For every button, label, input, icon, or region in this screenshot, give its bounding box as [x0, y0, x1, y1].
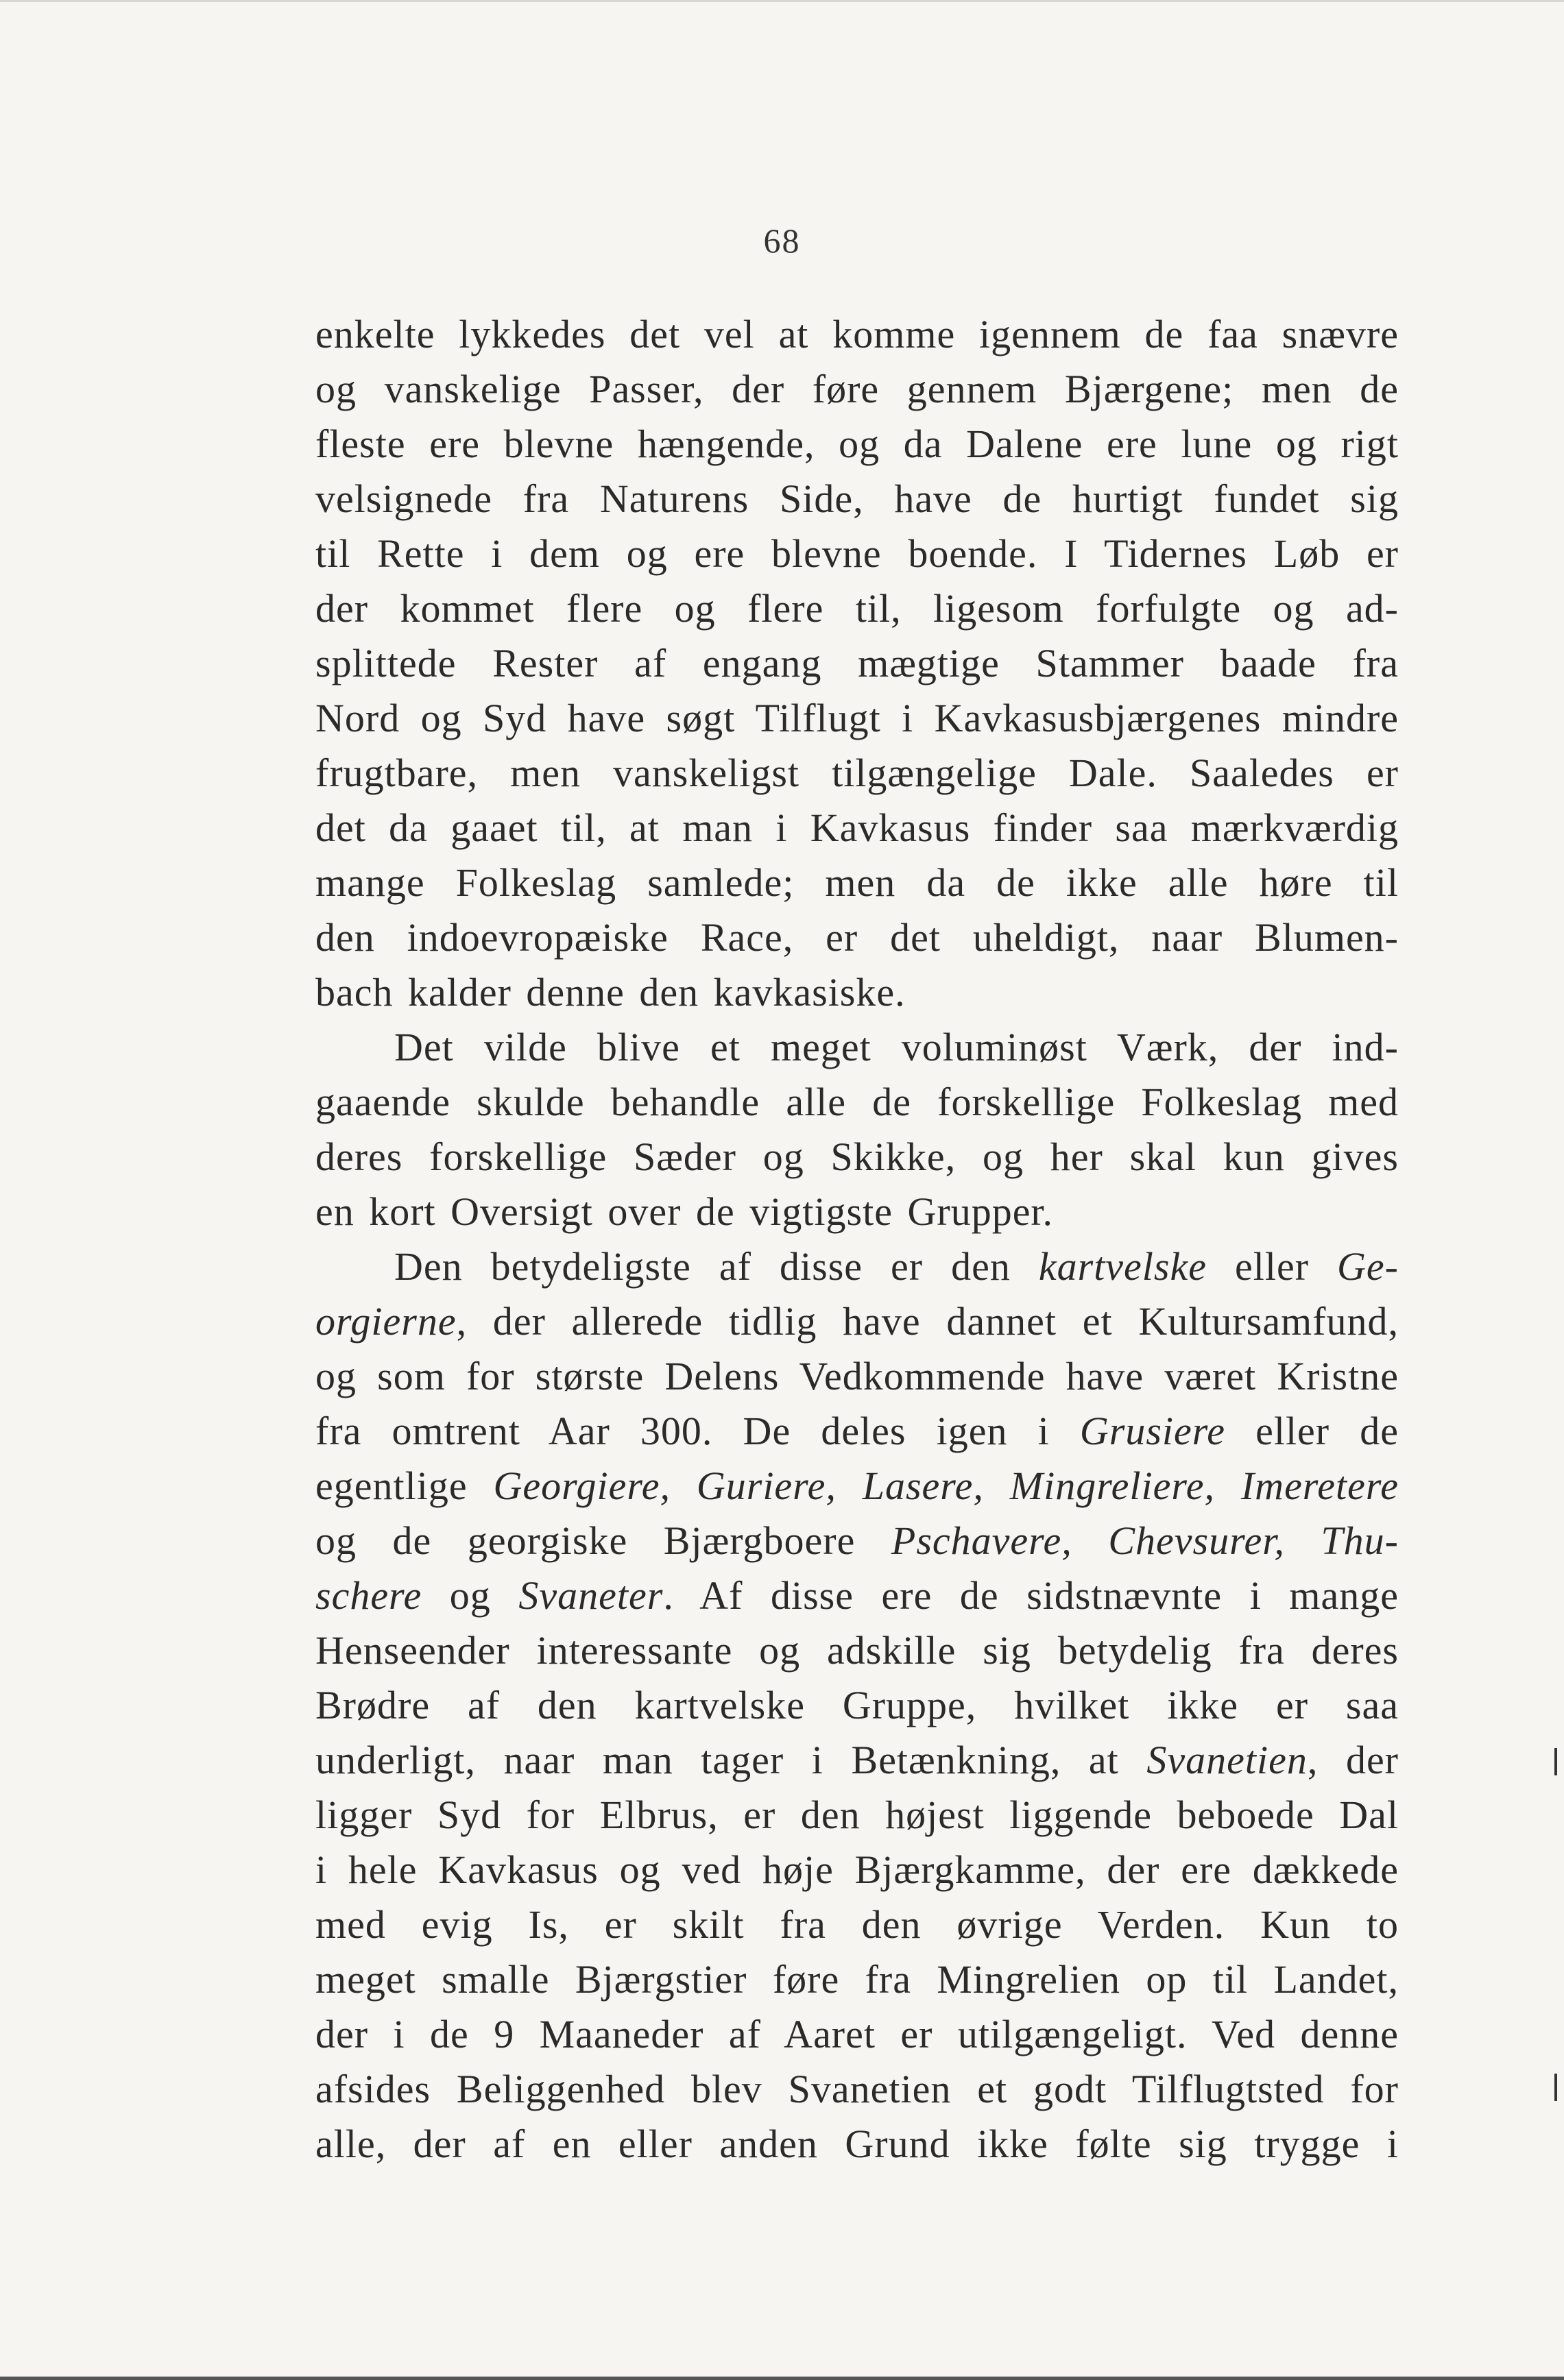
text-line: gaaende skulde behandle alle de forskellige Folkeslag med	[315, 1080, 1399, 1124]
text-line: splittede Rester af engang mægtige Stammer baade fra	[315, 641, 1399, 685]
text-line: egentlige Georgiere, Guriere, Lasere, Mingreliere, Imeretere	[315, 1464, 1399, 1508]
text-line: en kort Oversigt over de vigtigste Grupper.	[315, 1189, 1054, 1234]
text-line: frugtbare, men vanskeligst tilgængelige Dale. Saaledes er	[315, 751, 1399, 795]
text-line: ligger Syd for Elbrus, er den højest liggende beboede Dal	[315, 1793, 1399, 1837]
text-line: Henseender interessante og adskille sig betydelig fra deres	[315, 1628, 1399, 1673]
text-line: mange Folkeslag samlede; men da de ikke alle høre til	[315, 860, 1399, 905]
text-line: og vanskelige Passer, der føre gennem Bjærgene; men de	[315, 367, 1399, 411]
italic-term: Grusiere	[1079, 1409, 1225, 1453]
text-line: velsignede fra Naturens Side, have de hurtigt fundet sig	[315, 476, 1399, 521]
italic-term: Ge-	[1337, 1244, 1399, 1289]
italic-term: Svanetien	[1146, 1738, 1308, 1782]
text-line: underligt, naar man tager i Betænkning, at Svanetien, der	[315, 1738, 1399, 1782]
text-line: med evig Is, er skilt fra den øvrige Verden. Kun to	[315, 1902, 1399, 1947]
text-line: meget smalle Bjærgstier føre fra Mingrelien op til Landet,	[315, 1957, 1399, 2002]
text-line: det da gaaet til, at man i Kavkasus finder saa mærkværdig	[315, 805, 1399, 850]
text-line: afsides Beliggenhed blev Svanetien et godt Tilflugtsted for	[315, 2067, 1399, 2111]
text-line: Den betydeligste af disse er den kartvelske eller Ge-	[394, 1244, 1399, 1289]
scan-edge-mark	[1554, 1748, 1557, 1775]
text-line: den indoevropæiske Race, er det uheldigt, naar Blumen-	[315, 915, 1399, 960]
text-line: der i de 9 Maaneder af Aaret er utilgængeligt. Ved denne	[315, 2012, 1399, 2056]
text-line: til Rette i dem og ere blevne boende. I Tidernes Løb er	[315, 531, 1399, 576]
text-line: der kommet flere og flere til, ligesom forfulgte og ad-	[315, 586, 1399, 631]
text-line: og de georgiske Bjærgboere Pschavere, Chevsurer, Thu-	[315, 1518, 1399, 1563]
text-line: enkelte lykkedes det vel at komme igennem de faa snævre	[315, 312, 1399, 356]
text-line: Brødre af den kartvelske Gruppe, hvilket ikke er saa	[315, 1683, 1399, 1727]
text-line: og som for største Delens Vedkommende have været Kristne	[315, 1354, 1399, 1398]
italic-term: Pschavere, Chevsurer, Thu-	[891, 1518, 1399, 1563]
text-line: Nord og Syd have søgt Tilflugt i Kavkasusbjærgenes mindre	[315, 696, 1399, 740]
text-line: alle, der af en eller anden Grund ikke følte sig trygge i	[315, 2122, 1399, 2166]
italic-term: orgierne	[315, 1299, 457, 1344]
italic-term: kartvelske	[1038, 1244, 1207, 1289]
text-line: i hele Kavkasus og ved høje Bjærgkamme, der ere dækkede	[315, 1847, 1399, 1892]
text-line: deres forskellige Sæder og Skikke, og her skal kun gives	[315, 1134, 1399, 1179]
text-line: orgierne, der allerede tidlig have dannet et Kultursamfund,	[315, 1299, 1399, 1344]
italic-term: schere	[315, 1573, 422, 1618]
text-line: schere og Svaneter. Af disse ere de sidstnævnte i mange	[315, 1573, 1399, 1618]
body-text	[315, 307, 1399, 2172]
text-line: fra omtrent Aar 300. De deles igen i Grusiere eller de	[315, 1409, 1399, 1453]
page-number: 68	[763, 221, 801, 260]
italic-term: Svaneter	[518, 1573, 664, 1618]
italic-term: Georgiere, Guriere, Lasere, Mingreliere, Imeretere	[493, 1464, 1399, 1508]
scan-edge-mark	[1554, 2074, 1557, 2101]
text-line: bach kalder denne den kavkasiske.	[315, 970, 906, 1015]
text-line: fleste ere blevne hængende, og da Dalene ere lune og rigt	[315, 422, 1399, 466]
text-line: Det vilde blive et meget voluminøst Værk, der ind-	[394, 1025, 1399, 1069]
